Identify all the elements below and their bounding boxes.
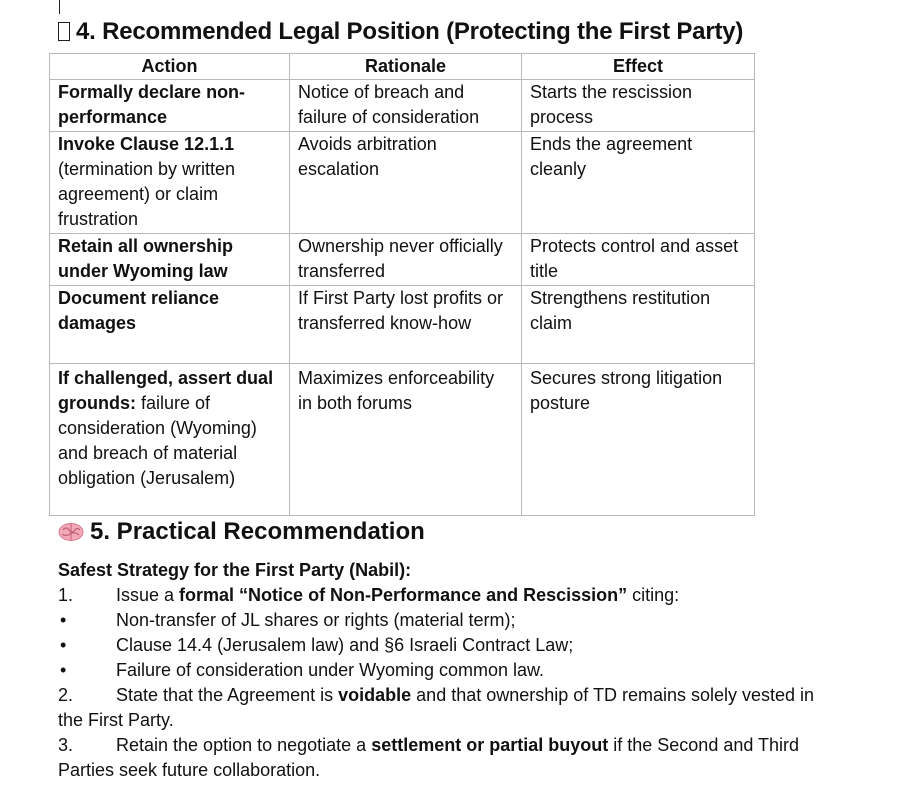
action-cell xyxy=(50,286,290,364)
bullet-text: Clause 14.4 (Jerusalem law) and §6 Israeli Contract Law; xyxy=(116,635,574,655)
item-text: and that ownership of TD remains solely vested in the First Party. xyxy=(58,685,815,730)
item-text: Retain the option to negotiate a xyxy=(116,735,372,755)
rationale-cell: If First Party lost profits or transferred know-how xyxy=(290,286,522,364)
table-row xyxy=(50,286,755,364)
item-number: 1. xyxy=(58,585,74,605)
header-action: Action xyxy=(50,54,290,80)
section-4-title: 4. Recommended Legal Position (Protecting the First Party) xyxy=(76,18,744,45)
bullet-item xyxy=(58,633,818,658)
action-cell xyxy=(50,80,290,132)
effect-cell: Protects control and asset title xyxy=(522,234,755,286)
action-bold: Document reliance damages xyxy=(58,288,220,333)
bullet-text: Failure of consideration under Wyoming common law. xyxy=(116,660,545,680)
strategy-heading: Safest Strategy for the First Party (Nabil): xyxy=(58,560,412,580)
table-row xyxy=(50,364,755,516)
item-text: Issue a xyxy=(116,585,180,605)
table-header-row xyxy=(50,54,755,80)
bullet-text: Non-transfer of JL shares or rights (material term); xyxy=(116,610,516,630)
table-row xyxy=(50,80,755,132)
missing-glyph-icon xyxy=(58,22,70,41)
item-text: citing: xyxy=(627,585,680,605)
rationale-cell: Avoids arbitration escalation xyxy=(290,132,522,234)
effect-cell: Secures strong litigation posture xyxy=(522,364,755,516)
effect-cell: Starts the rescission process xyxy=(522,80,755,132)
action-cell xyxy=(50,364,290,516)
numbered-item-2 xyxy=(58,683,818,733)
bullet-item xyxy=(58,608,818,633)
recommendation-body xyxy=(58,558,818,783)
item-bold: voidable xyxy=(338,685,412,705)
item-bold: settlement or partial buyout xyxy=(371,735,609,755)
header-rationale: Rationale xyxy=(290,54,522,80)
rationale-cell: Ownership never officially transferred xyxy=(290,234,522,286)
bullet-item xyxy=(58,658,818,683)
item-bold: formal “Notice of Non-Performance and Rescission” xyxy=(179,585,628,605)
action-bold: Formally declare non-performance xyxy=(58,82,246,127)
table-row xyxy=(50,132,755,234)
brain-icon xyxy=(58,522,84,542)
item-text: State that the Agreement is xyxy=(116,685,339,705)
legal-position-table xyxy=(49,53,755,516)
section-5-heading xyxy=(58,518,425,546)
item-number: 2. xyxy=(58,685,74,705)
section-5-title: 5. Practical Recommendation xyxy=(90,518,425,545)
rationale-cell: Notice of breach and failure of consideration xyxy=(290,80,522,132)
effect-cell: Ends the agreement cleanly xyxy=(522,132,755,234)
numbered-item-1 xyxy=(58,583,818,608)
rationale-cell: Maximizes enforceability in both forums xyxy=(290,364,522,516)
numbered-item-3 xyxy=(58,733,818,783)
action-cell xyxy=(50,234,290,286)
action-bold: Invoke Clause 12.1.1 xyxy=(58,134,235,154)
action-bold: Retain all ownership under Wyoming law xyxy=(58,236,234,281)
action-rest: (termination by written agreement) or claim frustration xyxy=(58,159,236,229)
bullet-glyph: • xyxy=(60,660,67,680)
table-row xyxy=(50,234,755,286)
bullet-glyph: • xyxy=(60,610,67,630)
text-cursor xyxy=(59,0,60,14)
action-bold: If challenged, assert dual grounds: xyxy=(58,368,274,413)
header-effect: Effect xyxy=(522,54,755,80)
action-cell xyxy=(50,132,290,234)
item-number: 3. xyxy=(58,735,74,755)
action-rest: failure of consideration (Wyoming) and breach of material obligation (Jerusalem) xyxy=(58,393,257,488)
section-4-heading xyxy=(58,18,743,46)
item-text: if the Second and Third Parties seek future collaboration. xyxy=(58,735,800,780)
bullet-glyph: • xyxy=(60,635,67,655)
effect-cell: Strengthens restitution claim xyxy=(522,286,755,364)
